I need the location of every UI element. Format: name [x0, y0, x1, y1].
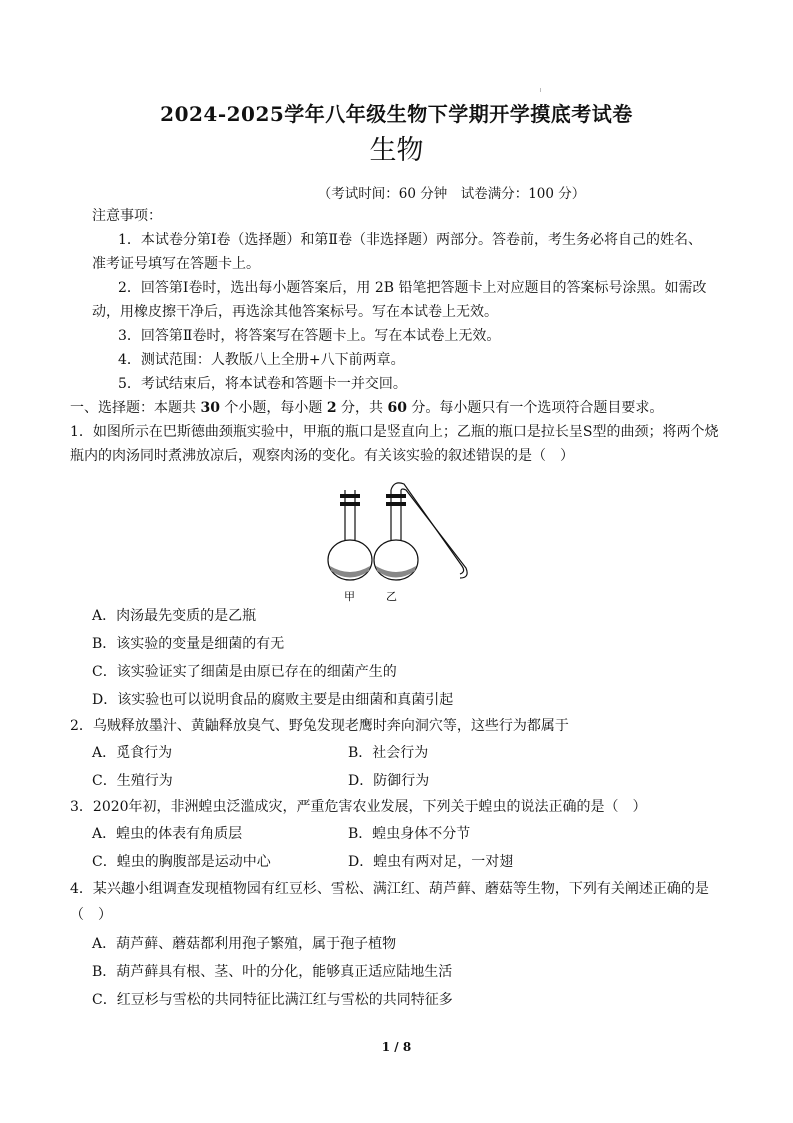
q1-stem-line-2: 瓶内的肉汤同时煮沸放凉后，观察肉汤的变化。有关该实验的叙述错误的是（ ） — [70, 448, 574, 464]
note-4: 4．测试范围：人教版八上全册+八下前两章。 — [118, 352, 405, 368]
q4-stem-line-2: （ ） — [70, 907, 112, 923]
q4-option-b: B．葫芦藓具有根、茎、叶的分化，能够真正适应陆地生活 — [92, 964, 453, 980]
q2-option-b: B．社会行为 — [348, 745, 429, 761]
q2-stem: 2．乌贼释放墨汁、黄鼬释放臭气、野兔发现老鹰时奔向洞穴等，这些行为都属于 — [70, 718, 569, 734]
q1-stem-line-1: 1．如图所示在巴斯德曲颈瓶实验中，甲瓶的瓶口是竖直向上；乙瓶的瓶口是拉长呈S型的曲颈；将两个烧 — [70, 424, 719, 440]
q2-option-d: D．防御行为 — [348, 773, 430, 789]
q2-option-c: C．生殖行为 — [92, 773, 173, 789]
q4-option-a: A．葫芦藓、蘑菇都利用孢子繁殖，属于孢子植物 — [92, 936, 397, 952]
note-2-line-1: 2．回答第Ⅰ卷时，选出每小题答案后，用 2B 铅笔把答题卡上对应题目的答案标号涂黑。如需改 — [118, 280, 707, 296]
section-1-heading: 一、选择题：本题共 30 个小题，每小题 2 分，共 60 分。每小题只有一个选项符合题目要求。 — [70, 400, 664, 416]
q1-option-b: B．该实验的变量是细菌的有无 — [92, 636, 285, 652]
q1-option-a: A．肉汤最先变质的是乙瓶 — [92, 608, 257, 624]
swan-neck-flask-figure — [320, 478, 480, 604]
note-2-line-2: 动，用橡皮擦干净后，再选涂其他答案标号。写在本试卷上无效。 — [92, 304, 498, 320]
note-5: 5．考试结束后，将本试卷和答题卡一并交回。 — [118, 376, 407, 392]
q3-option-a: A．蝗虫的体表有角质层 — [92, 826, 243, 842]
note-1-line-1: 1．本试卷分第Ⅰ卷（选择题）和第Ⅱ卷（非选择题）两部分。答卷前，考生务必将自己的姓名、 — [118, 232, 702, 248]
fig-label-yi: 乙 — [386, 590, 397, 603]
q4-option-c: C．红豆杉与雪松的共同特征比满江红与雪松的共同特征多 — [92, 992, 453, 1008]
exam-title: 2024-2025学年八年级生物下学期开学摸底考试卷 — [160, 102, 633, 126]
scan-mark — [540, 88, 541, 92]
q1-option-d: D．该实验也可以说明食品的腐败主要是由细菌和真菌引起 — [92, 692, 454, 708]
q3-option-d: D．蝗虫有两对足，一对翅 — [348, 854, 514, 870]
q3-stem: 3．2020年初，非洲蝗虫泛滥成灾，严重危害农业发展，下列关于蝗虫的说法正确的是（ ） — [70, 799, 647, 815]
page-number: 1 / 8 — [381, 1040, 412, 1054]
subject-heading: 生物 — [369, 135, 424, 166]
notes-heading: 注意事项： — [92, 208, 162, 224]
fig-label-jia: 甲 — [344, 590, 355, 603]
note-3: 3．回答第Ⅱ卷时，将答案写在答题卡上。写在本试卷上无效。 — [118, 328, 501, 344]
q3-option-c: C．蝗虫的胸腹部是运动中心 — [92, 854, 271, 870]
q3-option-b: B．蝗虫身体不分节 — [348, 826, 471, 842]
q1-option-c: C．该实验证实了细菌是由原已存在的细菌产生的 — [92, 664, 397, 680]
exam-info: （考试时间：60 分钟 试卷满分：100 分） — [317, 186, 586, 202]
q4-stem-line-1: 4．某兴趣小组调查发现植物园有红豆杉、雪松、满江红、葫芦藓、蘑菇等生物，下列有关阐述正确的是 — [70, 881, 709, 897]
q2-option-a: A．觅食行为 — [92, 745, 173, 761]
note-1-line-2: 准考证号填写在答题卡上。 — [92, 256, 260, 272]
